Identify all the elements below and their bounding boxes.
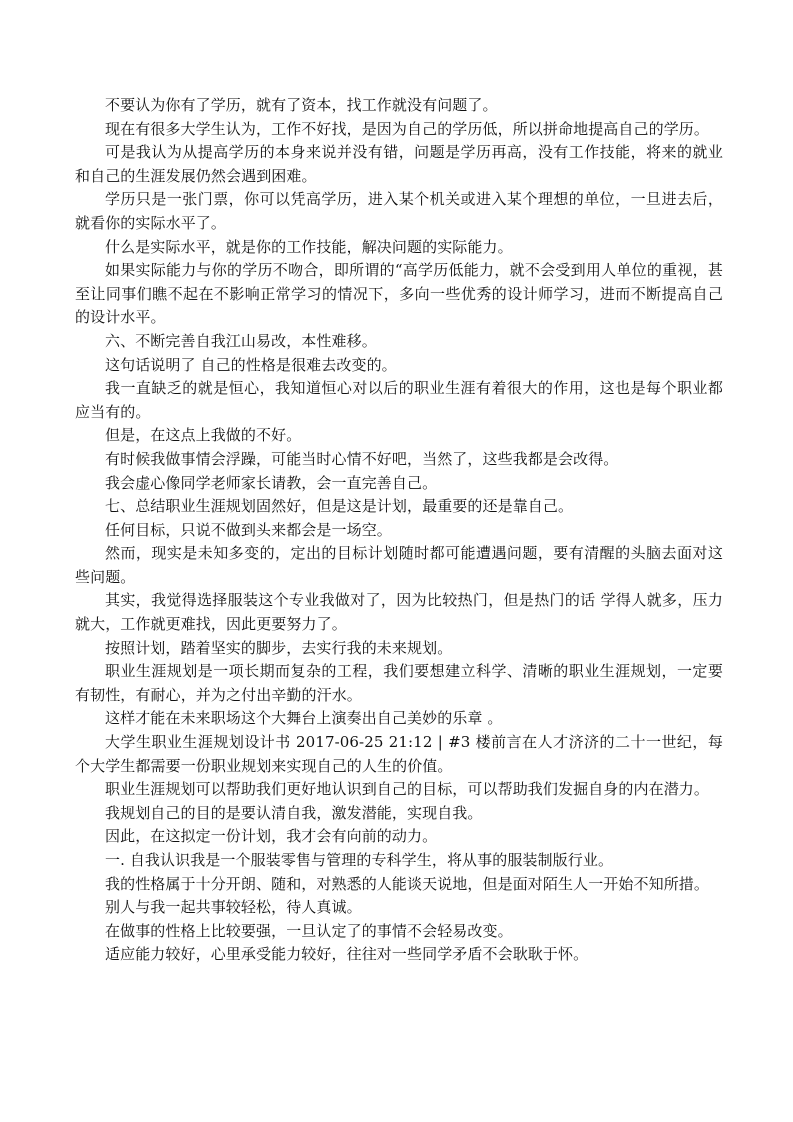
- section-heading: 六、不断完善自我江山易改，本性难移。: [105, 331, 377, 350]
- paragraph: 如果实际能力与你的学历不吻合，即所谓的“高学历低能力，就不会受到用人单位的重视，甚至让同事们瞧不起在不影响正常学习的情况下，多向一些优秀的设计师学习，进而不断提高自己的设计水平。: [75, 261, 723, 327]
- document-body: [75, 94, 723, 967]
- section-heading: 一. 自我认识我是一个服装零售与管理的专科学生，将从事的服装制版行业。: [105, 851, 614, 869]
- paragraph: 职业生涯规划是一项长期而复杂的工程，我们要想建立科学、清晰的职业生涯规划，一定要有韧性，有耐心，并为之付出辛勤的汗水。: [75, 662, 723, 704]
- paragraph: 我一直缺乏的就是恒心，我知道恒心对以后的职业生涯有着很大的作用，这也是每个职业都应当有的。: [75, 379, 723, 421]
- paragraph: 按照计划，踏着坚实的脚步，去实行我的未来规划。: [105, 638, 453, 657]
- paragraph: 然而，现实是未知多变的，定出的目标计划随时都可能遭遇问题，要有清醒的头脑去面对这些问题。: [75, 544, 723, 586]
- paragraph: 可是我认为从提高学历的本身来说并没有错，问题是学历再高，没有工作技能，将来的就业和自己的生涯发展仍然会遇到困难。: [75, 143, 723, 185]
- paragraph: 什么是实际水平，就是你的工作技能，解决问题的实际能力。: [105, 237, 513, 256]
- paragraph: 但是，在这点上我做的不好。: [105, 426, 302, 445]
- paragraph: 别人与我一起共事较轻松，待人真诚。: [105, 898, 362, 917]
- paragraph: 学历只是一张门票，你可以凭高学历，进入某个机关或进入某个理想的单位，一旦进去后，就看你的实际水平了。: [75, 190, 723, 232]
- paragraph: 任何目标，只说不做到头来都会是一场空。: [105, 520, 392, 539]
- paragraph: 大学生职业生涯规划设计书 2017-06-25 21:12 | #3 楼前言在人才济济的二十一世纪，每个大学生都需要一份职业规划来实现自己的人生的价值。: [75, 733, 723, 775]
- paragraph: 职业生涯规划可以帮助我们更好地认识到自己的目标，可以帮助我们发掘自身的内在潜力。: [105, 780, 710, 799]
- paragraph: 我的性格属于十分开朗、随和，对熟悉的人能谈天说地，但是面对陌生人一开始不知所措。: [105, 874, 710, 893]
- paragraph: 在做事的性格上比较要强，一旦认定了的事情不会轻易改变。: [105, 921, 513, 940]
- paragraph: 适应能力较好，心里承受能力较好，往往对一些同学矛盾不会耿耿于怀。: [105, 945, 589, 964]
- paragraph: 现在有很多大学生认为，工作不好找，是因为自己的学历低，所以拼命地提高自己的学历。: [105, 119, 710, 138]
- paragraph: 这句话说明了 自己的性格是很难去改变的。: [105, 355, 397, 374]
- paragraph: 有时候我做事情会浮躁，可能当时心情不好吧，当然了，这些我都是会改得。: [105, 449, 619, 468]
- paragraph: 我会虚心像同学老师家长请教，会一直完善自己。: [105, 473, 438, 492]
- paragraph: 我规划自己的目的是要认清自我，激发潜能，实现自我。: [105, 803, 483, 822]
- paragraph: 这样才能在未来职场这个大舞台上演奏出自己美妙的乐章 。: [105, 709, 503, 728]
- paragraph: 不要认为你有了学历，就有了资本，找工作就没有问题了。: [105, 96, 498, 114]
- paragraph: 其实，我觉得选择服装这个专业我做对了，因为比较热门，但是热门的话 学得人就多，压力就大，工作就更难找，因此更要努力了。: [75, 591, 723, 634]
- section-heading: 七、总结职业生涯规划固然好，但是这是计划，最重要的还是靠自己。: [105, 497, 574, 516]
- paragraph: 因此，在这拟定一份计划，我才会有向前的动力。: [105, 827, 438, 846]
